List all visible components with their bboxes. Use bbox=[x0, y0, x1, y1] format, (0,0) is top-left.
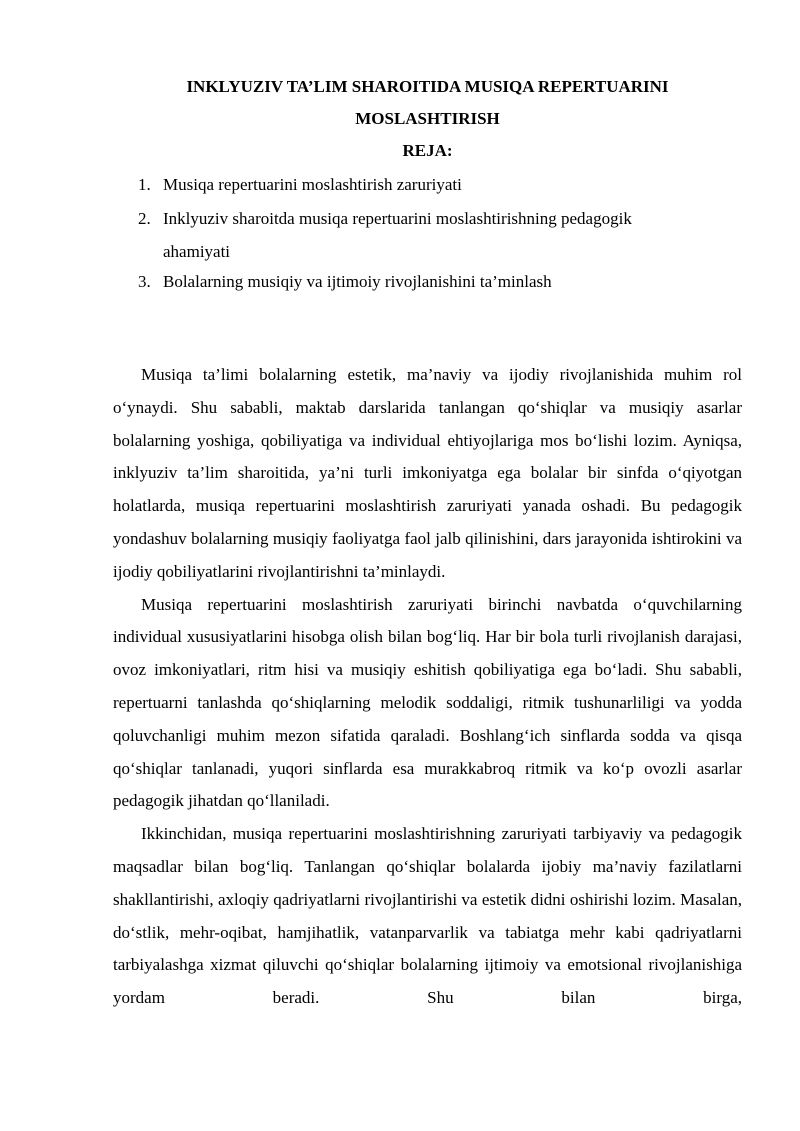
body-paragraph-3: Ikkinchidan, musiqa repertuarini moslashtirishning zaruriyati tarbiyaviy va pedagogik maqsadlar bilan bog‘liq. Tanlangan qo‘shiqlar bolalarda ijobiy ma’naviy fazilatlarni shakllantirishi, axloqiy qadriyatlarni rivojlantirishi va estetik didni oshirishi lozim. Masalan, do‘stlik, mehr-oqibat, hamjihatlik, vatanparvarlik va tabiatga mehr kabi qadriyatlarni tarbiyalashga xizmat qiluvchi qo‘shiqlar bolalarning ijtimoiy va emotsional rivojlanishiga yordam beradi. Shu bilan birga, bbox=[113, 824, 742, 1008]
plan-item-number: 3. bbox=[138, 272, 151, 291]
plan-item-2 bbox=[138, 203, 632, 235]
plan-item-number: 2. bbox=[138, 209, 151, 228]
plan-item-number: 1. bbox=[138, 175, 151, 194]
body-paragraph-2: Musiqa repertuarini moslashtirish zaruriyati birinchi navbatda o‘quvchilarning individual xususiyatlarini hisobga olish bilan bog‘liq. Har bir bola turli rivojlanish darajasi, ovoz imkoniyatlari, ritm hisi va musiqiy eshitish qobiliyatiga ega bo‘ladi. Shu sababli, repertuarni tanlashda qo‘shiqlarning melodik soddaligi, ritmik tushunarliligi va yodda qoluvchanligi muhim mezon sifatida qaraladi. Boshlang‘ich sinflarda sodda va qisqa qo‘shiqlar tanlanadi, yuqori sinflarda esa murakkabroq ritmik va ko‘p ovozli asarlar pedagogik jihatdan qo‘llaniladi. bbox=[113, 594, 742, 811]
plan-item-3 bbox=[138, 266, 552, 298]
document-title-line-1: INKLYUZIV TA’LIM SHAROITIDA MUSIQA REPERTUARINI bbox=[186, 77, 669, 96]
plan-item-1 bbox=[138, 169, 462, 201]
plan-item-2-continuation: ahamiyati bbox=[163, 242, 231, 261]
document-title-line-2: MOSLASHTIRISH bbox=[355, 109, 500, 128]
body-paragraph-1: Musiqa ta’limi bolalarning estetik, ma’naviy va ijodiy rivojlanishida muhim rol o‘ynaydi. Shu sababli, maktab darslarida tanlangan qo‘shiqlar va musiqiy asarlar bolalarning yoshiga, qobiliyatiga va individual ehtiyojlariga mos bo‘lishi lozim. Ayniqsa, inklyuziv ta’lim sharoitida, ya’ni turli imkoniyatga ega bolalar bir sinfda o‘qiyotgan holatlarda, musiqa repertuarini moslashtirish zaruriyati yanada oshadi. Bu pedagogik yondashuv bolalarning musiqiy faoliyatga faol jalb qilinishini, dars jarayonida ishtirokini va ijodiy qobiliyatlarini rivojlantirishni ta’minlaydi. bbox=[113, 365, 742, 581]
plan-item-text: Bolalarning musiqiy va ijtimoiy rivojlanishini ta’minlash bbox=[163, 272, 552, 291]
plan-item-text: Musiqa repertuarini moslashtirish zaruriyati bbox=[163, 175, 462, 194]
document-body bbox=[113, 359, 742, 1015]
plan-heading: REJA: bbox=[402, 141, 453, 160]
plan-item-text: Inklyuziv sharoitda musiqa repertuarini moslashtirishning pedagogik bbox=[163, 209, 632, 228]
